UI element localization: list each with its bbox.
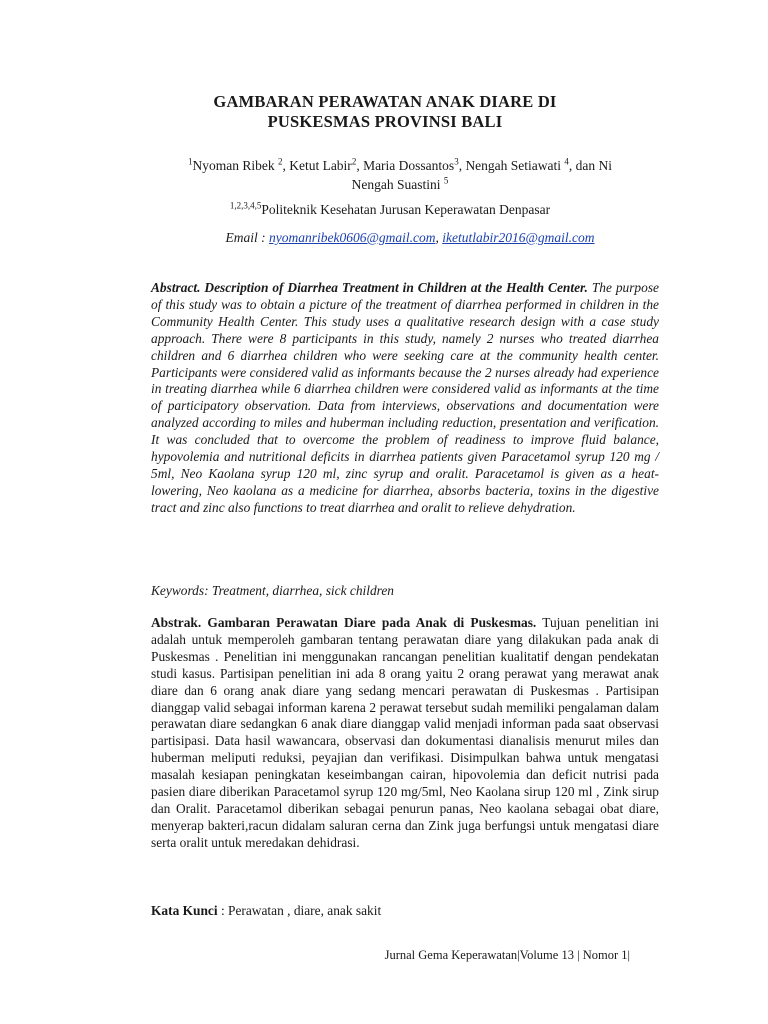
keywords-indonesian (151, 902, 659, 919)
journal-footer: Jurnal Gema Keperawatan|Volume 13 | Nomor 1| (384, 948, 630, 962)
abstract-indonesian (151, 615, 659, 852)
author-name: Nengah Suastini (351, 177, 444, 192)
author-sup: 2 (351, 156, 357, 167)
author-name: , Ketut Labir (282, 158, 352, 173)
author-name: , dan Ni (568, 158, 613, 173)
author-sup: 1 (187, 156, 193, 167)
abstract-en-heading: Abstract. Description of Diarrhea Treatment in Children at the Health Center. (151, 280, 588, 295)
keywords-english (151, 582, 659, 599)
email-link-2[interactable]: iketutlabir2016@gmail.com (442, 230, 595, 245)
email-separator: , (435, 230, 443, 245)
affiliation (140, 201, 640, 219)
abstract-id-body: Tujuan penelitian ini adalah untuk memperoleh gambaran tentang perawatan diare yang dilakukan pada anak di Puskesmas . Penelitian ini menggunakan rancangan penelitian kualitatif dengan pendekatan studi kasus. Partisipan penelitian ini ada 8 orang yaitu 2 orang perawat yang merawat anak diare dan 6 orang anak diare yang sedang mencari perawatan di Puskesmas . Partisipan dianggap valid sebagai informan karena 2 perawat tersebut sudah memiliki pengalaman dalam perawatan diare sedangkan 6 anak diare dianggap valid menjadi informan pada saat observasi partisipasi. Data hasil wawancara, observasi dan dokumentasi dianalisis menurut miles dan huberman meliputi reduksi, peyajian dan verifikasi. Disimpulkan bahwa untuk mengatasi masalah kesiapan peningkatan keseimbangan cairan, hipovolemia dan deficit nutrisi pada pasien diare diberikan Paracetamol syrup 120 mg/5ml, Neo Kaolana sirup 120 ml , Zink sirup dan Oralit. Paracetamol diberikan sebagai penurun panas, Neo kaolana sebagai obat diare, menyerap bakteri,racun didalam saluran cerna dan Zink juga berfungsi untuk mengatasi diare serta oralit untuk meredakan dehidrasi. (151, 615, 659, 850)
affiliation-text: Politeknik Kesehatan Jurusan Keperawatan Denpasar (261, 202, 551, 217)
email-link-1[interactable]: nyomanribek0606@gmail.com (268, 230, 436, 245)
title-line-1: GAMBARAN PERAWATAN ANAK DIARE DI (213, 92, 557, 111)
abstract-en-body: The purpose of this study was to obtain a picture of the treatment of diarrhea performed in children in the Community Health Center. This study uses a qualitative research design with a case study approach. There were 8 participants in this study, namely 2 nurses who treated diarrhea children and 6 diarrhea children who were seeking care at the community health center. Participants were considered valid as informants because the 2 nurses already had experience in treating diarrhea while 6 diarrhea children were considered valid as informants at the time of participatory observation. Data from interviews, observations and documentation were analyzed according to miles and huberman including reduction, presentation and verification. It was concluded that to overcome the problem of readiness to improve fluid balance, hypovolemia and nutritional deficits in diarrhea patients given Paracetamol syrup 120 mg / 5ml, Neo Kaolana syrup 120 ml, zinc syrup and oralit. Paracetamol is given as a heat-lowering, Neo kaolana as a medicine for diarrhea, absorbs bacteria, toxins in the digestive tract and zinc also functions to treat diarrhea and oralit to relieve dehydration. (151, 280, 659, 515)
email-label: Email : (225, 230, 269, 245)
email-line (140, 229, 680, 247)
author-sup: 4 (564, 156, 569, 167)
author-name: , Nengah Setiawati (458, 158, 565, 173)
author-sup: 5 (443, 175, 449, 186)
author-name: Nyoman Ribek (192, 158, 278, 173)
abstract-id-heading: Abstrak. Gambaran Perawatan Diare pada Anak di Puskesmas. (151, 615, 537, 630)
keywords-id-label: Kata Kunci (151, 903, 218, 918)
keywords-id-text: : Perawatan , diare, anak sakit (217, 903, 382, 918)
author-sup: 3 (454, 156, 459, 167)
title-line-2: PUSKESMAS PROVINSI BALI (267, 112, 503, 131)
affiliation-sup: 1,2,3,4,5 (229, 200, 262, 211)
keywords-en-text: : Treatment, diarrhea, sick children (204, 583, 395, 598)
author-sup: 2 (277, 156, 283, 167)
keywords-en-label: Keywords (151, 583, 205, 598)
paper-title (150, 92, 620, 132)
author-name: , Maria Dossantos (356, 158, 455, 173)
author-list (140, 156, 660, 194)
abstract-english (151, 280, 659, 517)
